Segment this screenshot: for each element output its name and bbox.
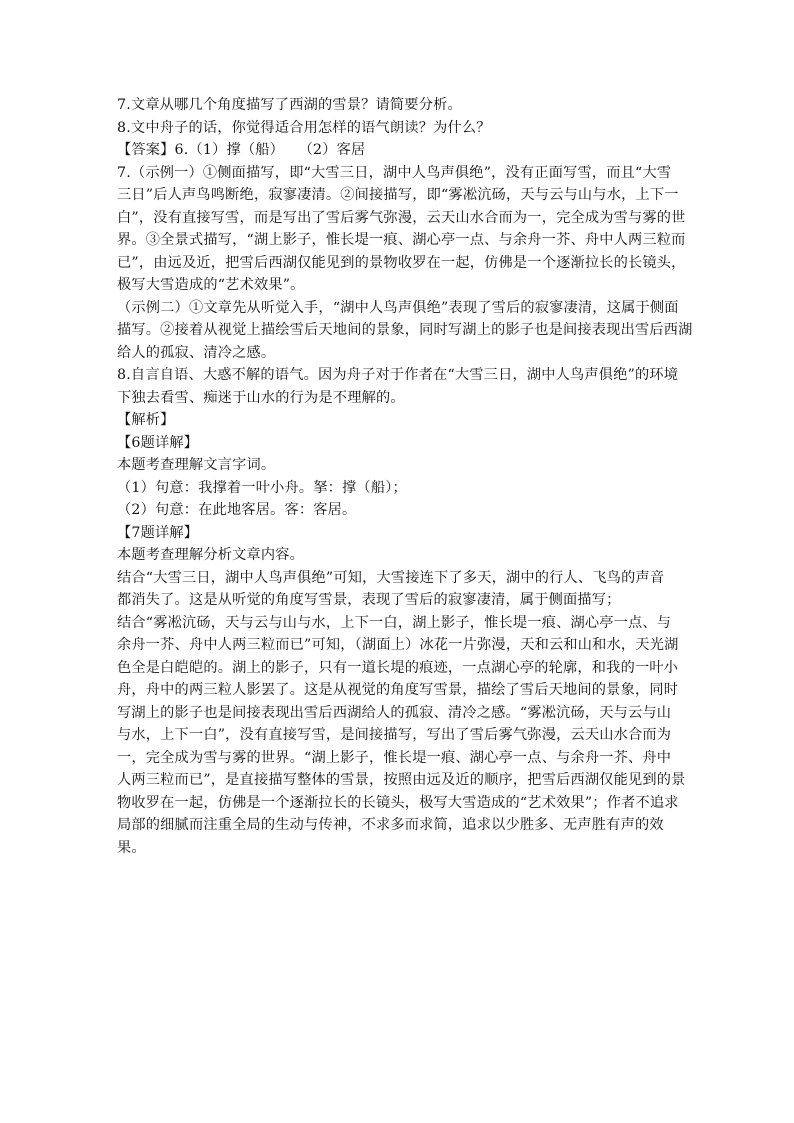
question-8: 8.文中舟子的话，你觉得适合用怎样的语气朗读？为什么？ xyxy=(117,119,491,136)
detail-7-line: 写湖上的影子也是间接表现出雪后西湖给人的孤寂、清冷之感。“雾凇沆砀，天与云与山 xyxy=(117,704,672,721)
answer-8-line: 下独去看雪、痴迷于山水的行为是不理解的。 xyxy=(117,389,405,406)
detail-6-heading: 【6题详解】 xyxy=(117,434,199,451)
detail-7-line: 舟，舟中的两三粒人影罢了。这是从视觉的角度写雪景，描绘了雪后天地间的景象，同时 xyxy=(117,682,679,698)
detail-6-line: 本题考查理解文言字词。 xyxy=(117,457,276,473)
answer-7-line: 白”，没有直接写雪，而是写出了雪后雾气弥漫，云天山水合而为一，完全成为雪与雾的世 xyxy=(117,209,686,226)
detail-7-line: 结合“大雪三日，湖中人鸟声俱绝”可知，大雪接连下了多天，湖中的行人、飞鸟的声音 xyxy=(117,569,665,586)
detail-7-line: 人两三粒而已”，是直接描写整体的雪景，按照由远及近的顺序，把雪后西湖仅能见到的景 xyxy=(117,772,686,788)
detail-7-line: 与水，上下一白”，没有直接写雪，是间接描写，写出了雪后雾气弥漫，云天山水合而为 xyxy=(117,727,672,743)
answer-7-example-2-line: 描写。②接着从视觉上描绘雪后天地间的景象，同时写湖上的影子也是间接表现出雪后西湖 xyxy=(117,322,693,338)
answer-6: 【答案】6.（1）撑（船） （2）客居 xyxy=(117,142,366,158)
detail-7-line: 色全是白皑皑的。湖上的影子，只有一道长堤的痕迹，一点湖心亭的轮廓，和我的一叶小 xyxy=(117,659,679,676)
detail-7-line: 一，完全成为雪与雾的世界。“湖上影子，惟长堤一痕、湖心亭一点、与余舟一芥、舟中 xyxy=(117,749,672,766)
answer-7-line: 7.（示例一）①侧面描写，即“大雪三日，湖中人鸟声俱绝”，没有正面写雪，而且“大雪 xyxy=(117,164,672,181)
answer-7-line: 界。③全景式描写，“湖上影子，惟长堤一痕、湖心亭一点、与余舟一芥、舟中人两三粒而 xyxy=(117,232,686,248)
analysis-heading: 【解析】 xyxy=(117,412,175,428)
detail-7-line: 局部的细腻而注重全局的生动与传神，不求多而求简，追求以少胜多、无声胜有声的效 xyxy=(117,817,664,833)
detail-7-line: 本题考查理解分析文章内容。 xyxy=(117,547,305,563)
question-7: 7.文章从哪几个角度描写了西湖的雪景？请简要分析。 xyxy=(117,97,462,113)
answer-7-line: 极写大雪造成的“艺术效果”。 xyxy=(117,277,305,293)
answer-7-line: 三日”后人声鸟鸣断绝，寂寥凄清。②间接描写，即“雾凇沆砀，天与云与山与水，上下一 xyxy=(117,187,679,203)
detail-6-line: （1）句意：我撑着一叶小舟。拏：撑（船）； xyxy=(117,479,407,496)
answer-8-line: 8.自言自语、大惑不解的语气。因为舟子对于作者在“大雪三日，湖中人鸟声俱绝”的环境 xyxy=(117,367,679,383)
detail-7-line: 结合“雾凇沆砀，天与云与山与水，上下一白，湖上影子，惟长堤一痕、湖心亭一点、与 xyxy=(117,614,672,631)
answer-7-example-2-line: 给人的孤寂、清冷之感。 xyxy=(117,344,276,361)
detail-7-line: 果。 xyxy=(117,839,146,856)
detail-7-heading: 【7题详解】 xyxy=(117,524,199,541)
detail-6-line: （2）句意：在此地客居。客：客居。 xyxy=(117,502,357,518)
answer-7-line: 已”，由远及近，把雪后西湖仅能见到的景物收罗在一起，仿佛是一个逐渐拉长的长镜头， xyxy=(117,254,686,271)
detail-7-line: 物收罗在一起，仿佛是一个逐渐拉长的长镜头，极写大雪造成的“艺术效果”；作者不追求 xyxy=(117,794,679,811)
document-page xyxy=(117,94,693,859)
detail-7-line: 都消失了。这是从听觉的角度写雪景，表现了雪后的寂寥凄清，属于侧面描写； xyxy=(117,592,621,608)
answer-7-example-2-line: （示例二）①文章先从听觉入手，“湖中人鸟声俱绝”表现了雪后的寂寥凄清，这属于侧面 xyxy=(117,299,679,316)
detail-7-line: 余舟一芥、舟中人两三粒而已”可知，（湖面上）冰花一片弥漫，天和云和山和水，天光湖 xyxy=(117,637,679,653)
